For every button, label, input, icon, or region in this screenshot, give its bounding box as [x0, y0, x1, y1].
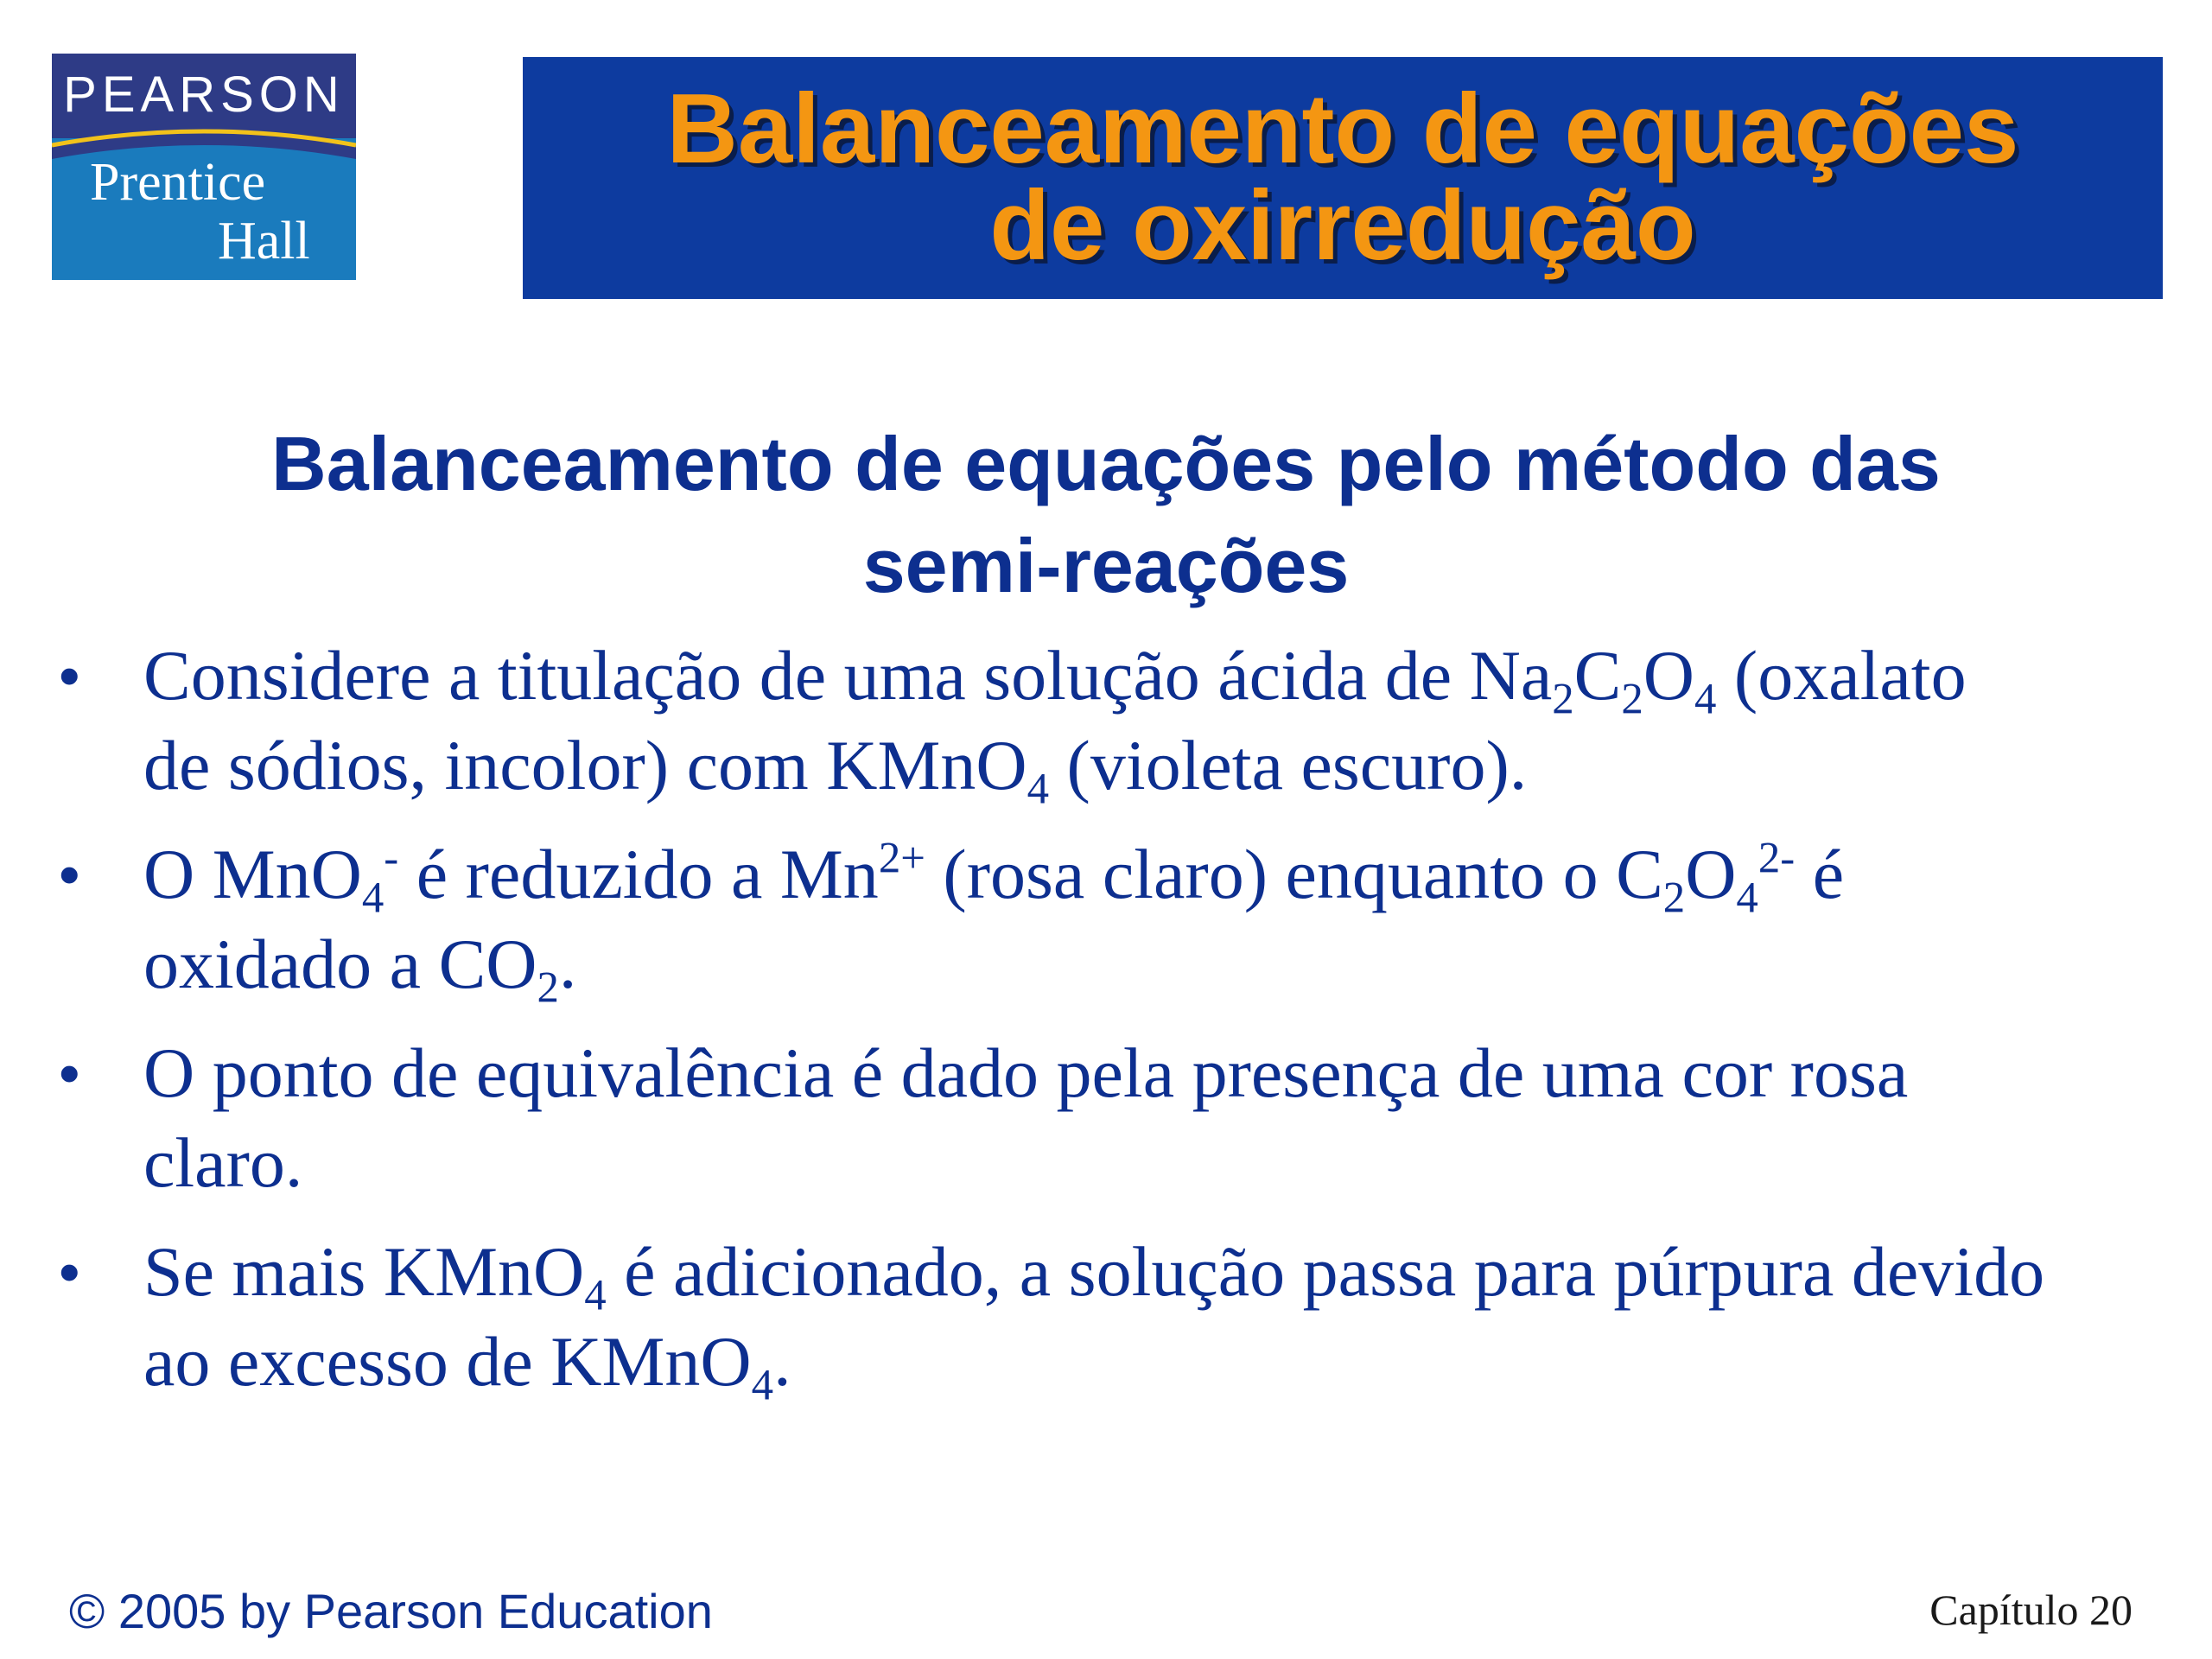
bullet-3-line-1: O ponto de equivalência é dado pela presença de uma cor rosa [143, 1033, 1909, 1112]
bullet-2-line-1: O MnO$_4$- é reduzido a $Mn^{2+}$ (rosa claro) enquanto o $C_2O_4^{2-}$ é [143, 833, 1845, 922]
logo-brand: PEARSON [63, 67, 345, 123]
bullet-marker: • [59, 1039, 80, 1107]
bullet-item-1 [52, 631, 2160, 813]
bullet-marker: • [59, 1238, 80, 1306]
bullet-item-3 [52, 1028, 2160, 1208]
bullet-item-2 [52, 830, 2160, 1012]
slide-subtitle [86, 413, 2126, 617]
subtitle-line-2: semi-reações [862, 523, 1350, 608]
footer-chapter: Capítulo 20 [1929, 1586, 2133, 1634]
bullet-2-line-2: oxidado a $CO_2$. [143, 925, 577, 1012]
bullet-item-4 [52, 1227, 2160, 1407]
title-bar [523, 57, 2163, 299]
bullet-1-line-2: de sódios, incolor) com KMnO$_4$ (violeta escuro). [143, 726, 1528, 813]
bullet-marker: • [59, 642, 80, 709]
bullet-4-line-1: Se mais KMnO$_4$ é adicionado, a solução passa para púrpura devido [143, 1232, 2045, 1319]
pearson-prentice-hall-logo [52, 54, 356, 280]
bullet-1-line-1: Considere a titulação de uma solução ácida de $Na_2C_2O_4$ (oxalato [143, 636, 1967, 723]
bullet-4-line-2: ao excesso de KMnO$_4$. [143, 1322, 791, 1409]
logo-line-prentice: Prentice [90, 153, 266, 212]
bullet-list [52, 631, 2160, 1426]
subtitle-line-1: Balanceamento de equações pelo método das [271, 421, 1941, 506]
footer-copyright: © 2005 by Pearson Education [69, 1584, 713, 1638]
slide-title-line-1: Balanceamento de equações [666, 74, 2019, 184]
slide-title-line-2: de oxirredução [989, 171, 1696, 281]
bullet-3-line-2: claro. [143, 1123, 303, 1202]
logo-line-hall: Hall [218, 212, 310, 270]
bullet-marker: • [59, 841, 80, 908]
